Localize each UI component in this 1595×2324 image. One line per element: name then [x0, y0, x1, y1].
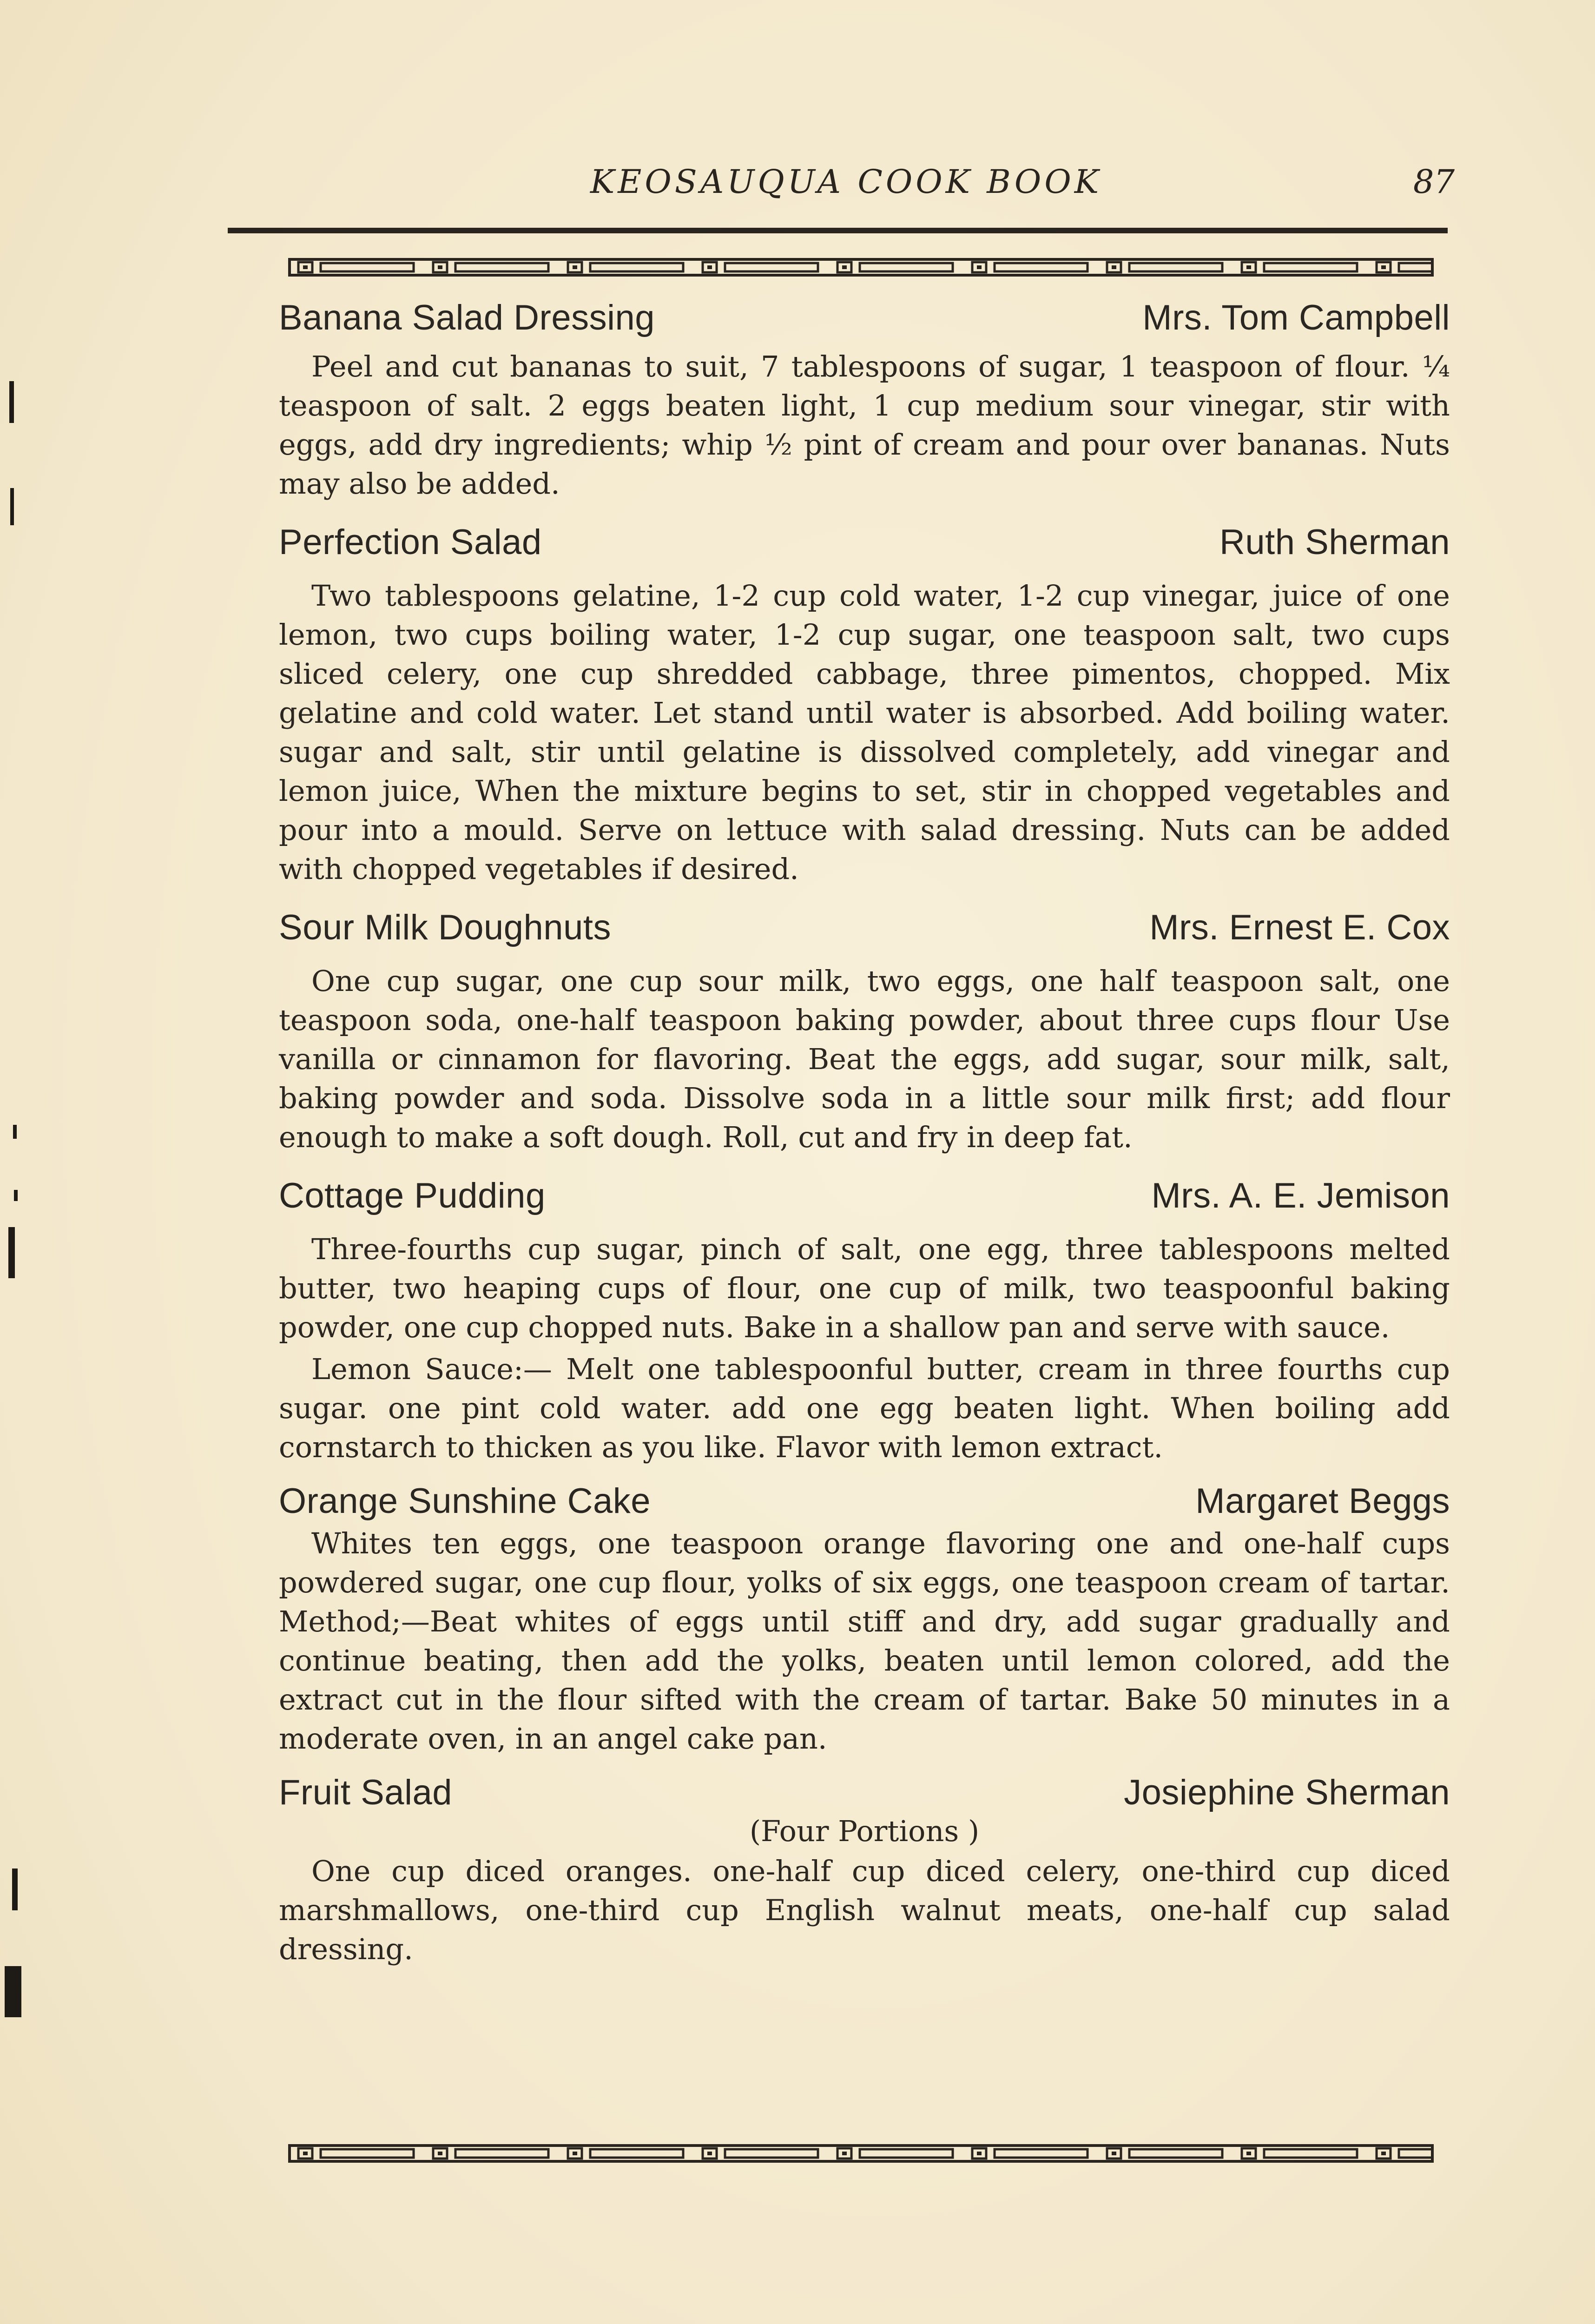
recipe-heading	[279, 1175, 1450, 1216]
recipe-title: Banana Salad Dressing	[279, 298, 655, 337]
recipe-title: Orange Sunshine Cake	[279, 1481, 651, 1521]
recipe-text: Three-fourths cup sugar, pinch of salt, one egg, three tablespoons melted butter, two heaping cups of flour, one cup of milk, two teaspoonful baking powder, one cup chopped nuts. Bake in a shallow pan and serve with sauce.	[279, 1232, 1450, 1344]
recipe-author: Josiephine Sherman	[1124, 1773, 1450, 1812]
decorative-border-top	[288, 257, 1434, 278]
recipe-sour-milk-doughnuts	[279, 907, 1450, 1157]
page-header	[228, 163, 1455, 214]
recipe-author: Mrs. A. E. Jemison	[1151, 1176, 1450, 1215]
decorative-border-bottom	[288, 2143, 1434, 2164]
recipe-text: Whites ten eggs, one teaspoon orange flavoring one and one-half cups powdered sugar, one cup flour, yolks of six eggs, one teaspoon cream of tartar. Method;—Beat whites of eggs until stiff and dry, add sugar gradually and continue beating, then add the yolks, beaten until lemon colored, add the extract cut in the flour sifted with the cream of tartar. Bake 50 minutes in a moderate oven, in an angel cake pan.	[279, 1526, 1450, 1756]
recipe-text: Peel and cut bananas to suit, 7 tablespoons of sugar, 1 teaspoon of flour. ¼ teaspoon of salt. 2 eggs beaten light, 1 cup medium sour vinegar, stir with eggs, add dry ingredients; whip ½ pint of cream and pour over bananas. Nuts may also be added.	[279, 350, 1450, 501]
recipe-portions: (Four Portions )	[749, 1814, 980, 1848]
recipe-sauce-text: Lemon Sauce:— Melt one tablespoonful butter, cream in three fourths cup sugar. one pint cold water. add one egg beaten light. When boiling add cornstarch to thicken as you like. Flavor with lemon extract.	[279, 1352, 1450, 1464]
recipe-text: One cup sugar, one cup sour milk, two eggs, one half teaspoon salt, one teaspoon soda, one-half teaspoon baking powder, about three cups flour Use vanilla or cinnamon for flavoring. Beat the eggs, add sugar, sour milk, salt, baking powder and soda. Dissolve soda in a little sour milk first; add flour enough to make a soft dough. Roll, cut and fry in deep fat.	[279, 964, 1450, 1154]
recipe-text: Two tablespoons gelatine, 1-2 cup cold water, 1-2 cup vinegar, juice of one lemon, two cups boiling water, 1-2 cup sugar, one teaspoon salt, two cups sliced celery, one cup shredded cabbage, three pimentos, chopped. Mix gelatine and cold water. Let stand until water is absorbed. Add boiling water. sugar and salt, stir until gelatine is dissolved completely, add vinegar and lemon juice, When the mixture begins to set, stir in chopped vegetables and pour into a mould. Serve on lettuce with salad dressing. Nuts can be added with chopped vegetables if desired.	[279, 579, 1450, 886]
recipe-title: Perfection Salad	[279, 522, 542, 562]
recipe-fruit-salad	[279, 1772, 1450, 1969]
recipe-title: Sour Milk Doughnuts	[279, 908, 611, 947]
recipe-title: Cottage Pudding	[279, 1176, 546, 1215]
recipe-heading	[279, 297, 1450, 338]
recipe-text: One cup diced oranges. one-half cup diced celery, one-third cup diced marshmallows, one-third cup English walnut meats, one-half cup salad dressing.	[279, 1854, 1450, 1966]
page-number: 87	[1413, 163, 1455, 201]
recipe-perfection-salad	[279, 522, 1450, 889]
scan-edge-marks	[0, 0, 37, 2324]
recipe-title: Fruit Salad	[279, 1773, 452, 1812]
recipe-heading	[279, 522, 1450, 562]
header-rule	[228, 228, 1448, 233]
recipe-author: Ruth Sherman	[1219, 522, 1450, 562]
recipe-heading	[279, 1481, 1450, 1521]
recipe-orange-sunshine-cake	[279, 1481, 1450, 1758]
recipe-cottage-pudding	[279, 1175, 1450, 1467]
book-title: KEOSAUQUA COOK BOOK	[590, 163, 1102, 201]
recipe-author: Margaret Beggs	[1195, 1481, 1450, 1521]
recipe-heading	[279, 907, 1450, 948]
recipe-list	[279, 297, 1450, 1969]
recipe-heading	[279, 1772, 1450, 1813]
recipe-author: Mrs. Tom Campbell	[1142, 298, 1450, 337]
recipe-author: Mrs. Ernest E. Cox	[1149, 908, 1450, 947]
recipe-banana-salad-dressing	[279, 297, 1450, 503]
